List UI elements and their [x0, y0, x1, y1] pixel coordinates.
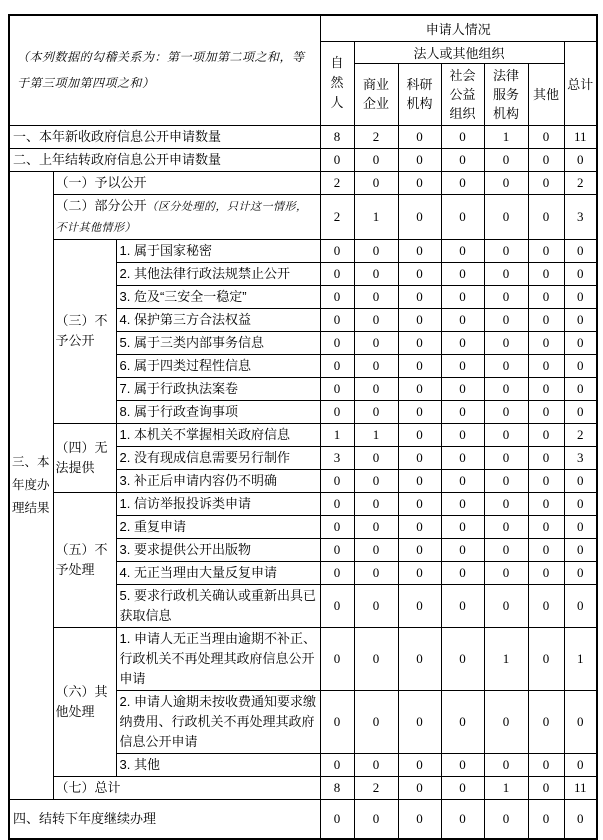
value-cell: 0	[354, 753, 398, 776]
value-cell: 0	[354, 262, 398, 285]
value-cell: 0	[528, 354, 564, 377]
value-cell: 0	[564, 331, 597, 354]
value-cell: 0	[354, 584, 398, 627]
group-label-annual-results: 三、本年度办理结果	[9, 171, 53, 799]
value-cell: 0	[354, 799, 398, 839]
value-cell: 0	[320, 285, 354, 308]
value-cell: 0	[484, 262, 528, 285]
sub-item: 2. 没有现成信息需要另行制作	[116, 446, 320, 469]
sub-item: 5. 要求行政机关确认或重新出具已获取信息	[116, 584, 320, 627]
value-cell: 0	[528, 799, 564, 839]
value-cell: 0	[564, 515, 597, 538]
value-cell: 0	[320, 239, 354, 262]
value-cell: 0	[398, 308, 441, 331]
section-label-refused: （三）不予公开	[53, 239, 116, 423]
value-cell: 0	[528, 285, 564, 308]
value-cell: 0	[441, 469, 484, 492]
value-cell: 0	[441, 148, 484, 171]
value-cell: 0	[484, 469, 528, 492]
col-header-other: 其他	[528, 63, 564, 125]
value-cell: 0	[398, 492, 441, 515]
value-cell: 1	[354, 423, 398, 446]
value-cell: 0	[528, 584, 564, 627]
value-cell: 2	[354, 125, 398, 148]
value-cell: 0	[441, 171, 484, 194]
value-cell: 0	[398, 627, 441, 690]
disclosure-statistics-table	[8, 14, 598, 840]
value-cell: 0	[484, 400, 528, 423]
value-cell: 1	[484, 776, 528, 799]
value-cell: 0	[441, 799, 484, 839]
sub-item: 1. 信访举报投诉类申请	[116, 492, 320, 515]
value-cell: 0	[441, 584, 484, 627]
value-cell: 0	[564, 308, 597, 331]
value-cell: 0	[441, 262, 484, 285]
value-cell: 0	[564, 469, 597, 492]
value-cell: 0	[398, 561, 441, 584]
value-cell: 0	[441, 753, 484, 776]
value-cell: 0	[564, 354, 597, 377]
value-cell: 0	[398, 239, 441, 262]
value-cell: 0	[354, 400, 398, 423]
sub-item: 3. 补正后申请内容仍不明确	[116, 469, 320, 492]
value-cell: 0	[320, 354, 354, 377]
value-cell: 3	[564, 446, 597, 469]
value-cell: 0	[484, 148, 528, 171]
sub-item: 4. 保护第三方合法权益	[116, 308, 320, 331]
section-label-unable-provide: （四）无法提供	[53, 423, 116, 492]
sub-item: 4. 无正当理由大量反复申请	[116, 561, 320, 584]
value-cell: 0	[484, 584, 528, 627]
col-header-research: 科研机构	[398, 63, 441, 125]
col-header-natural-person: 自然人	[320, 41, 354, 125]
value-cell: 0	[484, 194, 528, 239]
value-cell: 0	[320, 561, 354, 584]
value-cell: 0	[354, 377, 398, 400]
value-cell: 0	[528, 308, 564, 331]
value-cell: 0	[398, 285, 441, 308]
value-cell: 0	[441, 125, 484, 148]
value-cell: 0	[528, 776, 564, 799]
value-cell: 0	[528, 469, 564, 492]
value-cell: 0	[354, 239, 398, 262]
col-header-social-welfare: 社会公益组织	[441, 63, 484, 125]
value-cell: 0	[398, 584, 441, 627]
value-cell: 0	[564, 753, 597, 776]
value-cell: 1	[320, 423, 354, 446]
value-cell: 0	[528, 400, 564, 423]
value-cell: 0	[564, 239, 597, 262]
sub-item: 6. 属于四类过程性信息	[116, 354, 320, 377]
col-header-total: 总计	[564, 41, 597, 125]
section-label-other-handling: （六）其他处理	[53, 627, 116, 776]
value-cell: 0	[320, 690, 354, 753]
value-cell: 0	[564, 690, 597, 753]
value-cell: 0	[398, 469, 441, 492]
value-cell: 3	[564, 194, 597, 239]
value-cell: 0	[484, 561, 528, 584]
value-cell: 1	[564, 627, 597, 690]
value-cell: 0	[528, 423, 564, 446]
value-cell: 0	[398, 753, 441, 776]
value-cell: 0	[354, 515, 398, 538]
value-cell: 0	[320, 515, 354, 538]
value-cell: 0	[528, 262, 564, 285]
value-cell: 0	[354, 354, 398, 377]
value-cell: 0	[441, 331, 484, 354]
value-cell: 0	[441, 308, 484, 331]
value-cell: 0	[354, 308, 398, 331]
value-cell: 0	[398, 148, 441, 171]
section-label-not-processed: （五）不予处理	[53, 492, 116, 627]
value-cell: 0	[320, 469, 354, 492]
value-cell: 0	[528, 377, 564, 400]
value-cell: 0	[320, 753, 354, 776]
sub-item: 3. 要求提供公开出版物	[116, 538, 320, 561]
value-cell: 0	[398, 171, 441, 194]
value-cell: 2	[564, 171, 597, 194]
value-cell: 0	[564, 400, 597, 423]
value-cell: 0	[484, 492, 528, 515]
sub-item: 3. 其他	[116, 753, 320, 776]
value-cell: 0	[528, 561, 564, 584]
value-cell: 0	[528, 627, 564, 690]
value-cell: 2	[320, 194, 354, 239]
value-cell: 0	[528, 171, 564, 194]
value-cell: 0	[528, 125, 564, 148]
value-cell: 0	[398, 354, 441, 377]
value-cell: 0	[320, 148, 354, 171]
value-cell: 0	[528, 148, 564, 171]
value-cell: 0	[354, 469, 398, 492]
value-cell: 0	[484, 753, 528, 776]
sub-item: 1. 本机关不掌握相关政府信息	[116, 423, 320, 446]
sub-item: 7. 属于行政执法案卷	[116, 377, 320, 400]
value-cell: 0	[398, 690, 441, 753]
value-cell: 8	[320, 776, 354, 799]
value-cell: 0	[484, 446, 528, 469]
sub-item: 2. 其他法律行政法规禁止公开	[116, 262, 320, 285]
value-cell: 0	[354, 492, 398, 515]
value-cell: 11	[564, 125, 597, 148]
value-cell: 0	[528, 492, 564, 515]
value-cell: 3	[320, 446, 354, 469]
section-label-total: （七）总计	[53, 776, 320, 799]
value-cell: 0	[441, 423, 484, 446]
value-cell: 0	[564, 492, 597, 515]
value-cell: 0	[441, 285, 484, 308]
value-cell: 1	[354, 194, 398, 239]
value-cell: 0	[528, 331, 564, 354]
value-cell: 1	[484, 125, 528, 148]
sub-item: 3. 危及“三安全一稳定”	[116, 285, 320, 308]
value-cell: 0	[441, 690, 484, 753]
value-cell: 0	[320, 331, 354, 354]
value-cell: 0	[354, 561, 398, 584]
value-cell: 0	[320, 799, 354, 839]
value-cell: 0	[484, 171, 528, 194]
value-cell: 0	[441, 515, 484, 538]
section-label-partial	[53, 194, 320, 239]
value-cell: 0	[484, 331, 528, 354]
value-cell: 0	[398, 538, 441, 561]
value-cell: 0	[398, 446, 441, 469]
value-cell: 0	[484, 423, 528, 446]
value-cell: 0	[564, 538, 597, 561]
sub-item: 8. 属于行政查询事项	[116, 400, 320, 423]
value-cell: 0	[484, 308, 528, 331]
value-cell: 0	[320, 262, 354, 285]
section-label-granted: （一）予以公开	[53, 171, 320, 194]
value-cell: 0	[398, 194, 441, 239]
value-cell: 0	[564, 799, 597, 839]
row-label-carry-forward-next-year: 四、结转下年度继续办理	[9, 799, 320, 839]
value-cell: 0	[354, 627, 398, 690]
value-cell: 0	[528, 446, 564, 469]
value-cell: 2	[354, 776, 398, 799]
value-cell: 0	[354, 690, 398, 753]
value-cell: 0	[528, 690, 564, 753]
row-label-new-applications: 一、本年新收政府信息公开申请数量	[9, 125, 320, 148]
value-cell: 0	[354, 331, 398, 354]
value-cell: 0	[441, 354, 484, 377]
accounting-note: （本列数据的勾稽关系为：第一项加第二项之和，等于第三项加第四项之和）	[9, 15, 320, 125]
value-cell: 0	[484, 690, 528, 753]
value-cell: 0	[484, 285, 528, 308]
value-cell: 0	[484, 538, 528, 561]
value-cell: 0	[528, 753, 564, 776]
sub-item: 5. 属于三类内部事务信息	[116, 331, 320, 354]
value-cell: 0	[564, 377, 597, 400]
row-label-carried-over: 二、上年结转政府信息公开申请数量	[9, 148, 320, 171]
value-cell: 0	[320, 308, 354, 331]
value-cell: 0	[320, 584, 354, 627]
value-cell: 0	[320, 377, 354, 400]
value-cell: 0	[564, 262, 597, 285]
value-cell: 0	[441, 627, 484, 690]
section-inline-note: （区分处理的，只计这一情形，不计其他情形）	[55, 199, 308, 234]
value-cell: 0	[354, 148, 398, 171]
value-cell: 0	[354, 285, 398, 308]
value-cell: 0	[320, 538, 354, 561]
value-cell: 0	[398, 400, 441, 423]
value-cell: 0	[398, 423, 441, 446]
value-cell: 0	[441, 776, 484, 799]
value-cell: 0	[398, 776, 441, 799]
sub-item: 1. 申请人无正当理由逾期不补正、行政机关不再处理其政府信息公开申请	[116, 627, 320, 690]
col-header-commercial: 商业企业	[354, 63, 398, 125]
value-cell: 0	[398, 125, 441, 148]
value-cell: 0	[484, 515, 528, 538]
value-cell: 0	[484, 799, 528, 839]
value-cell: 0	[398, 377, 441, 400]
sub-item: 1. 属于国家秘密	[116, 239, 320, 262]
value-cell: 0	[528, 538, 564, 561]
value-cell: 0	[354, 446, 398, 469]
sub-item: 2. 重复申请	[116, 515, 320, 538]
value-cell: 0	[528, 194, 564, 239]
value-cell: 0	[441, 538, 484, 561]
value-cell: 0	[354, 538, 398, 561]
value-cell: 0	[484, 239, 528, 262]
value-cell: 0	[441, 377, 484, 400]
value-cell: 0	[320, 400, 354, 423]
value-cell: 0	[484, 354, 528, 377]
value-cell: 0	[398, 515, 441, 538]
value-cell: 2	[564, 423, 597, 446]
value-cell: 2	[320, 171, 354, 194]
value-cell: 0	[398, 262, 441, 285]
value-cell: 0	[564, 584, 597, 627]
header-applicant-situation: 申请人情况	[320, 15, 597, 41]
value-cell: 0	[354, 171, 398, 194]
value-cell: 0	[564, 285, 597, 308]
value-cell: 0	[320, 627, 354, 690]
section-label-text: （二）部分公开	[55, 197, 147, 213]
value-cell: 0	[398, 331, 441, 354]
value-cell: 0	[441, 492, 484, 515]
col-header-legal-service: 法律服务机构	[484, 63, 528, 125]
value-cell: 0	[441, 561, 484, 584]
value-cell: 0	[320, 492, 354, 515]
header-legal-org: 法人或其他组织	[354, 41, 564, 63]
value-cell: 0	[564, 148, 597, 171]
sub-item: 2. 申请人逾期未按收费通知要求缴纳费用、行政机关不再处理其政府信息公开申请	[116, 690, 320, 753]
value-cell: 0	[484, 377, 528, 400]
value-cell: 1	[484, 627, 528, 690]
value-cell: 0	[441, 446, 484, 469]
value-cell: 0	[528, 515, 564, 538]
value-cell: 11	[564, 776, 597, 799]
value-cell: 0	[441, 194, 484, 239]
value-cell: 8	[320, 125, 354, 148]
value-cell: 0	[398, 799, 441, 839]
value-cell: 0	[564, 561, 597, 584]
value-cell: 0	[528, 239, 564, 262]
value-cell: 0	[441, 400, 484, 423]
value-cell: 0	[441, 239, 484, 262]
